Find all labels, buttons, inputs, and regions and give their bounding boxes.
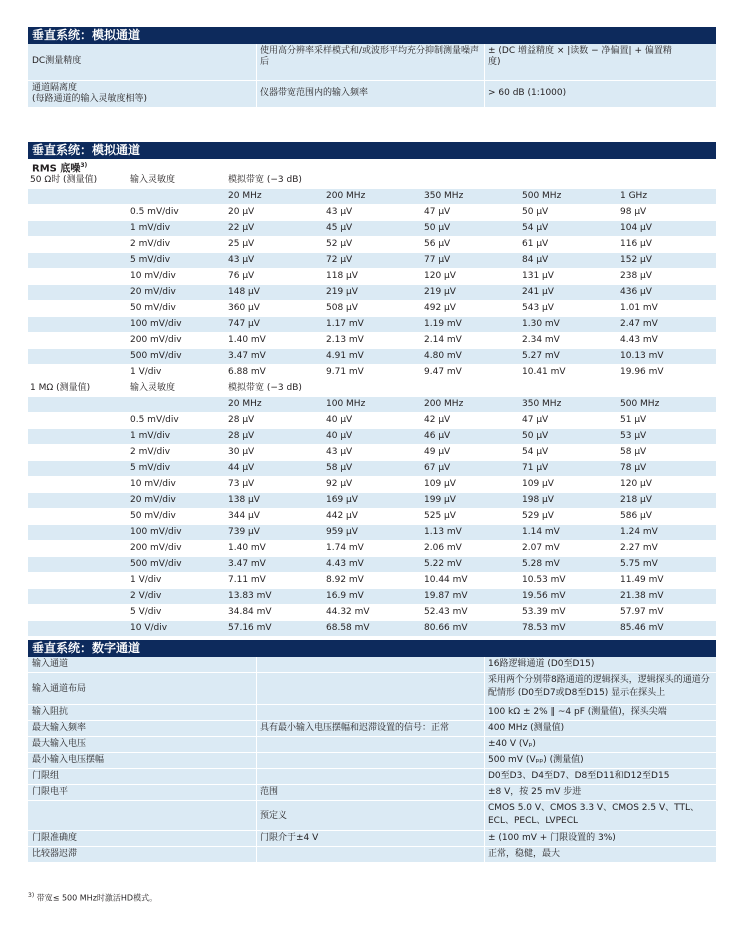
spec-row-isolation	[28, 81, 716, 108]
noise-value: 21.38 mV	[620, 591, 664, 601]
sensitivity-value: 100 mV/div	[130, 527, 182, 537]
noise-value: 43 µV	[326, 447, 353, 457]
noise-value: 47 µV	[424, 207, 451, 217]
bandwidth-label: 350 MHz	[424, 191, 464, 201]
noise-value: 198 µV	[522, 495, 554, 505]
noise-value: 218 µV	[620, 495, 652, 505]
noise-value: 52 µV	[326, 239, 353, 249]
bandwidth-label: 200 MHz	[424, 399, 464, 409]
noise-value: 57.16 mV	[228, 623, 272, 633]
spec-label: 门限准确度	[32, 833, 78, 843]
noise-value: 44.32 mV	[326, 607, 370, 617]
noise-value: 78.53 mV	[522, 623, 566, 633]
footnote-mark: 3)	[28, 892, 35, 899]
spec-label: 通道隔离度 (每路通道的输入灵敏度相等)	[32, 83, 148, 104]
digital-table	[28, 657, 716, 863]
noise-value: 43 µV	[326, 207, 353, 217]
bandwidth-header: 模拟带宽 (−3 dB)	[228, 175, 302, 185]
noise-row	[28, 541, 716, 557]
noise-value: 56 µV	[424, 239, 451, 249]
digital-spec-row	[28, 847, 716, 863]
sensitivity-value: 1 V/div	[130, 575, 162, 585]
sensitivity-value: 2 mV/div	[130, 239, 171, 249]
noise-row	[28, 525, 716, 541]
spec-label	[28, 809, 256, 811]
noise-value: 529 µV	[522, 511, 554, 521]
noise-value: 19.56 mV	[522, 591, 566, 601]
noise-value: 3.47 mV	[228, 351, 266, 361]
noise-value: 19.87 mV	[424, 591, 468, 601]
sensitivity-value: 200 mV/div	[130, 335, 182, 345]
noise-value: 109 µV	[522, 479, 554, 489]
spec-label: 门限电平	[32, 787, 69, 797]
noise-value: 8.92 mV	[326, 575, 364, 585]
noise-value: 30 µV	[228, 447, 255, 457]
spec-value: CMOS 5.0 V、CMOS 3.3 V、CMOS 2.5 V、TTL、ECL、PECL、LVPECL	[488, 803, 699, 826]
noise-value: 40 µV	[326, 431, 353, 441]
noise-value: 84 µV	[522, 255, 549, 265]
spec-row-dc-accuracy	[28, 44, 716, 81]
spec-label: 比较器迟滞	[32, 849, 78, 859]
spec-condition	[256, 682, 484, 684]
header-row	[28, 173, 716, 189]
noise-row	[28, 317, 716, 333]
noise-value: 148 µV	[228, 287, 260, 297]
noise-value: 1.40 mV	[228, 335, 266, 345]
noise-row	[28, 253, 716, 269]
header-row	[28, 381, 716, 397]
noise-value: 98 µV	[620, 207, 647, 217]
spec-condition	[256, 769, 484, 771]
spec-label: 输入阻抗	[32, 707, 69, 717]
noise-value: 543 µV	[522, 303, 554, 313]
spec-condition	[256, 737, 484, 739]
noise-value: 360 µV	[228, 303, 260, 313]
sensitivity-value: 0.5 mV/div	[130, 415, 179, 425]
sensitivity-value: 10 mV/div	[130, 479, 176, 489]
noise-value: 53.39 mV	[522, 607, 566, 617]
spec-value: 400 MHz (测量值)	[488, 723, 565, 733]
section-title: 垂直系统：模拟通道	[28, 27, 716, 44]
noise-row	[28, 493, 716, 509]
noise-value: 4.80 mV	[424, 351, 462, 361]
noise-row	[28, 237, 716, 253]
noise-value: 1.24 mV	[620, 527, 658, 537]
spec-condition: 预定义	[260, 811, 288, 821]
noise-value: 1.19 mV	[424, 319, 462, 329]
noise-value: 73 µV	[228, 479, 255, 489]
noise-value: 241 µV	[522, 287, 554, 297]
sensitivity-value: 10 mV/div	[130, 271, 176, 281]
noise-value: 120 µV	[424, 271, 456, 281]
noise-row	[28, 605, 716, 621]
sensitivity-value: 20 mV/div	[130, 495, 176, 505]
noise-row	[28, 301, 716, 317]
noise-row	[28, 477, 716, 493]
spec-label: 最小输入电压摆幅	[32, 755, 105, 765]
noise-value: 10.53 mV	[522, 575, 566, 585]
noise-value: 54 µV	[522, 223, 549, 233]
noise-value: 34.84 mV	[228, 607, 272, 617]
noise-value: 508 µV	[326, 303, 358, 313]
noise-value: 118 µV	[326, 271, 358, 281]
rms-title: RMS 底噪$^{3)}$	[32, 162, 88, 175]
noise-row	[28, 589, 716, 605]
spec-condition	[256, 705, 484, 707]
noise-value: 11.49 mV	[620, 575, 664, 585]
section-title: 垂直系统：数字通道	[28, 640, 716, 657]
noise-value: 92 µV	[326, 479, 353, 489]
noise-row	[28, 509, 716, 525]
noise-value: 28 µV	[228, 415, 255, 425]
noise-value: 58 µV	[620, 447, 647, 457]
noise-value: 747 µV	[228, 319, 260, 329]
spec-value: 正常，稳健，最大	[488, 849, 561, 859]
spec-value: 16路逻辑通道 (D0至D15)	[488, 659, 595, 669]
noise-row	[28, 413, 716, 429]
noise-row	[28, 365, 716, 381]
spec-value: > 60 dB (1:1000)	[488, 88, 567, 98]
footnote-text: 带宽≤ 500 MHz时激活HD模式。	[36, 893, 158, 903]
noise-value: 50 µV	[522, 431, 549, 441]
noise-value: 3.47 mV	[228, 559, 266, 569]
noise-value: 199 µV	[424, 495, 456, 505]
noise-value: 13.83 mV	[228, 591, 272, 601]
sensitivity-value: 20 mV/div	[130, 287, 176, 297]
spec-value: ±8 V，按 25 mV 步进	[488, 787, 582, 797]
rms-noise-section	[28, 142, 716, 637]
noise-value: 9.47 mV	[424, 367, 462, 377]
spec-label: 输入通道布局	[32, 684, 87, 694]
noise-value: 40 µV	[326, 415, 353, 425]
noise-row	[28, 349, 716, 365]
noise-value: 4.91 mV	[326, 351, 364, 361]
noise-value: 138 µV	[228, 495, 260, 505]
noise-value: 2.13 mV	[326, 335, 364, 345]
noise-value: 4.43 mV	[326, 559, 364, 569]
noise-row	[28, 333, 716, 349]
spec-value: 采用两个分别带8路通道的逻辑探头，逻辑探头的通道分配情形 (D0至D7或D8至D15) 显示在探头上	[488, 675, 710, 698]
spec-value: D0至D3、D4至D7、D8至D11和D12至D15	[488, 771, 670, 781]
spec-condition: 仪器带宽范围内的输入频率	[260, 88, 369, 98]
bandwidth-label: 20 MHz	[228, 399, 262, 409]
digital-spec-row	[28, 673, 716, 705]
noise-value: 46 µV	[424, 431, 451, 441]
spec-label: 输入通道	[32, 659, 69, 669]
spec-label: 门限组	[32, 771, 60, 781]
noise-value: 78 µV	[620, 463, 647, 473]
spec-value: ±40 V (Vₚ)	[488, 739, 536, 749]
noise-value: 1.01 mV	[620, 303, 658, 313]
sensitivity-value: 500 mV/div	[130, 559, 182, 569]
noise-value: 47 µV	[522, 415, 549, 425]
noise-value: 10.13 mV	[620, 351, 664, 361]
sensitivity-value: 1 V/div	[130, 367, 162, 377]
noise-value: 238 µV	[620, 271, 652, 281]
block-label: 50 Ω时 (测量值)	[30, 175, 98, 185]
noise-row	[28, 269, 716, 285]
noise-value: 61 µV	[522, 239, 549, 249]
noise-value: 1.17 mV	[326, 319, 364, 329]
sensitivity-value: 1 mV/div	[130, 431, 171, 441]
sensitivity-value: 5 V/div	[130, 607, 162, 617]
digital-spec-row	[28, 737, 716, 753]
noise-value: 19.96 mV	[620, 367, 664, 377]
noise-value: 44 µV	[228, 463, 255, 473]
noise-value: 116 µV	[620, 239, 652, 249]
digital-spec-row	[28, 721, 716, 737]
noise-value: 2.47 mV	[620, 319, 658, 329]
sensitivity-value: 10 V/div	[130, 623, 168, 633]
bandwidth-label: 500 MHz	[522, 191, 562, 201]
noise-value: 16.9 mV	[326, 591, 364, 601]
noise-value: 10.41 mV	[522, 367, 566, 377]
noise-value: 131 µV	[522, 271, 554, 281]
noise-value: 2.06 mV	[424, 543, 462, 553]
noise-row	[28, 557, 716, 573]
digital-spec-row	[28, 785, 716, 801]
noise-value: 959 µV	[326, 527, 358, 537]
spec-label: 最大输入电压	[32, 739, 87, 749]
noise-row	[28, 445, 716, 461]
noise-value: 5.27 mV	[522, 351, 560, 361]
noise-value: 54 µV	[522, 447, 549, 457]
noise-value: 57.97 mV	[620, 607, 664, 617]
noise-value: 1.14 mV	[522, 527, 560, 537]
noise-row	[28, 461, 716, 477]
noise-value: 25 µV	[228, 239, 255, 249]
digital-spec-row	[28, 831, 716, 847]
digital-spec-row	[28, 769, 716, 785]
footnote-mark: 3)	[80, 162, 88, 169]
noise-value: 76 µV	[228, 271, 255, 281]
noise-value: 1.30 mV	[522, 319, 560, 329]
noise-value: 28 µV	[228, 431, 255, 441]
sensitivity-value: 500 mV/div	[130, 351, 182, 361]
noise-value: 525 µV	[424, 511, 456, 521]
noise-value: 7.11 mV	[228, 575, 266, 585]
noise-value: 344 µV	[228, 511, 260, 521]
sensitivity-value: 2 V/div	[130, 591, 162, 601]
digital-spec-row	[28, 657, 716, 673]
bandwidth-header: 模拟带宽 (−3 dB)	[228, 383, 302, 393]
noise-value: 71 µV	[522, 463, 549, 473]
bandwidth-row	[28, 189, 716, 205]
noise-value: 5.22 mV	[424, 559, 462, 569]
noise-value: 80.66 mV	[424, 623, 468, 633]
noise-value: 2.34 mV	[522, 335, 560, 345]
noise-value: 109 µV	[424, 479, 456, 489]
bandwidth-label: 20 MHz	[228, 191, 262, 201]
spec-condition: 具有最小输入电压摆幅和迟滞设置的信号：正常	[260, 723, 450, 733]
bandwidth-label: 350 MHz	[522, 399, 562, 409]
noise-value: 219 µV	[326, 287, 358, 297]
bandwidth-label: 100 MHz	[326, 399, 366, 409]
noise-row	[28, 221, 716, 237]
noise-value: 50 µV	[522, 207, 549, 217]
noise-value: 169 µV	[326, 495, 358, 505]
noise-value: 5.28 mV	[522, 559, 560, 569]
bandwidth-label: 500 MHz	[620, 399, 660, 409]
noise-value: 50 µV	[424, 223, 451, 233]
spec-condition	[256, 753, 484, 755]
noise-value: 152 µV	[620, 255, 652, 265]
noise-value: 77 µV	[424, 255, 451, 265]
noise-value: 2.27 mV	[620, 543, 658, 553]
sensitivity-value: 50 mV/div	[130, 511, 176, 521]
sensitivity-value: 1 mV/div	[130, 223, 171, 233]
sensitivity-value: 5 mV/div	[130, 255, 171, 265]
noise-value: 442 µV	[326, 511, 358, 521]
noise-value: 85.46 mV	[620, 623, 664, 633]
noise-value: 68.58 mV	[326, 623, 370, 633]
noise-value: 22 µV	[228, 223, 255, 233]
sensitivity-header: 输入灵敏度	[130, 383, 176, 393]
analog-spec-section	[28, 27, 716, 108]
noise-value: 492 µV	[424, 303, 456, 313]
sensitivity-value: 0.5 mV/div	[130, 207, 179, 217]
noise-value: 67 µV	[424, 463, 451, 473]
spec-value: 100 kΩ ± 2% ‖ ~4 pF (测量值)，探头尖端	[488, 707, 667, 717]
block-label: 1 MΩ (测量值)	[30, 383, 91, 393]
noise-value: 5.75 mV	[620, 559, 658, 569]
noise-value: 9.71 mV	[326, 367, 364, 377]
sensitivity-value: 200 mV/div	[130, 543, 182, 553]
spec-value: ± (DC 增益精度 × |读数 − 净偏置| + 偏置精度)	[488, 46, 672, 67]
spec-condition: 使用高分辨率采样模式和/或波形平均充分抑制测量噪声后	[260, 46, 480, 67]
noise-value: 49 µV	[424, 447, 451, 457]
noise-value: 1.40 mV	[228, 543, 266, 553]
noise-value: 51 µV	[620, 415, 647, 425]
digital-spec-row	[28, 801, 716, 831]
noise-value: 10.44 mV	[424, 575, 468, 585]
spec-value: ± (100 mV + 门限设置的 3%)	[488, 833, 616, 843]
noise-row	[28, 573, 716, 589]
noise-row	[28, 621, 716, 637]
sensitivity-value: 2 mV/div	[130, 447, 171, 457]
sensitivity-value: 100 mV/div	[130, 319, 182, 329]
digital-spec-section	[28, 640, 716, 863]
noise-value: 219 µV	[424, 287, 456, 297]
spec-value: 500 mV (Vₚₚ) (测量值)	[488, 755, 584, 765]
noise-value: 58 µV	[326, 463, 353, 473]
noise-value: 52.43 mV	[424, 607, 468, 617]
noise-value: 53 µV	[620, 431, 647, 441]
noise-value: 436 µV	[620, 287, 652, 297]
bandwidth-label: 1 GHz	[620, 191, 648, 201]
spec-label: DC测量精度	[32, 56, 82, 66]
noise-value: 120 µV	[620, 479, 652, 489]
spec-condition: 门限介于±4 V	[260, 833, 319, 843]
noise-row	[28, 429, 716, 445]
noise-row	[28, 205, 716, 221]
noise-value: 104 µV	[620, 223, 652, 233]
rms-table	[28, 173, 716, 637]
bandwidth-row	[28, 397, 716, 413]
noise-value: 1.74 mV	[326, 543, 364, 553]
digital-spec-row	[28, 705, 716, 721]
footnote	[28, 892, 157, 904]
noise-value: 6.88 mV	[228, 367, 266, 377]
noise-value: 45 µV	[326, 223, 353, 233]
digital-spec-row	[28, 753, 716, 769]
sensitivity-value: 50 mV/div	[130, 303, 176, 313]
noise-value: 43 µV	[228, 255, 255, 265]
spec-label: 最大输入频率	[32, 723, 87, 733]
noise-value: 2.14 mV	[424, 335, 462, 345]
sensitivity-value: 5 mV/div	[130, 463, 171, 473]
noise-value: 4.43 mV	[620, 335, 658, 345]
section-title: 垂直系统：模拟通道	[28, 142, 716, 159]
bandwidth-label: 200 MHz	[326, 191, 366, 201]
noise-value: 739 µV	[228, 527, 260, 537]
noise-value: 1.13 mV	[424, 527, 462, 537]
noise-row	[28, 285, 716, 301]
spec-condition	[256, 657, 484, 659]
spec-condition: 范围	[260, 787, 279, 797]
noise-value: 72 µV	[326, 255, 353, 265]
sensitivity-header: 输入灵敏度	[130, 175, 176, 185]
noise-value: 586 µV	[620, 511, 652, 521]
noise-value: 20 µV	[228, 207, 255, 217]
noise-value: 2.07 mV	[522, 543, 560, 553]
noise-value: 42 µV	[424, 415, 451, 425]
spec-condition	[256, 847, 484, 849]
